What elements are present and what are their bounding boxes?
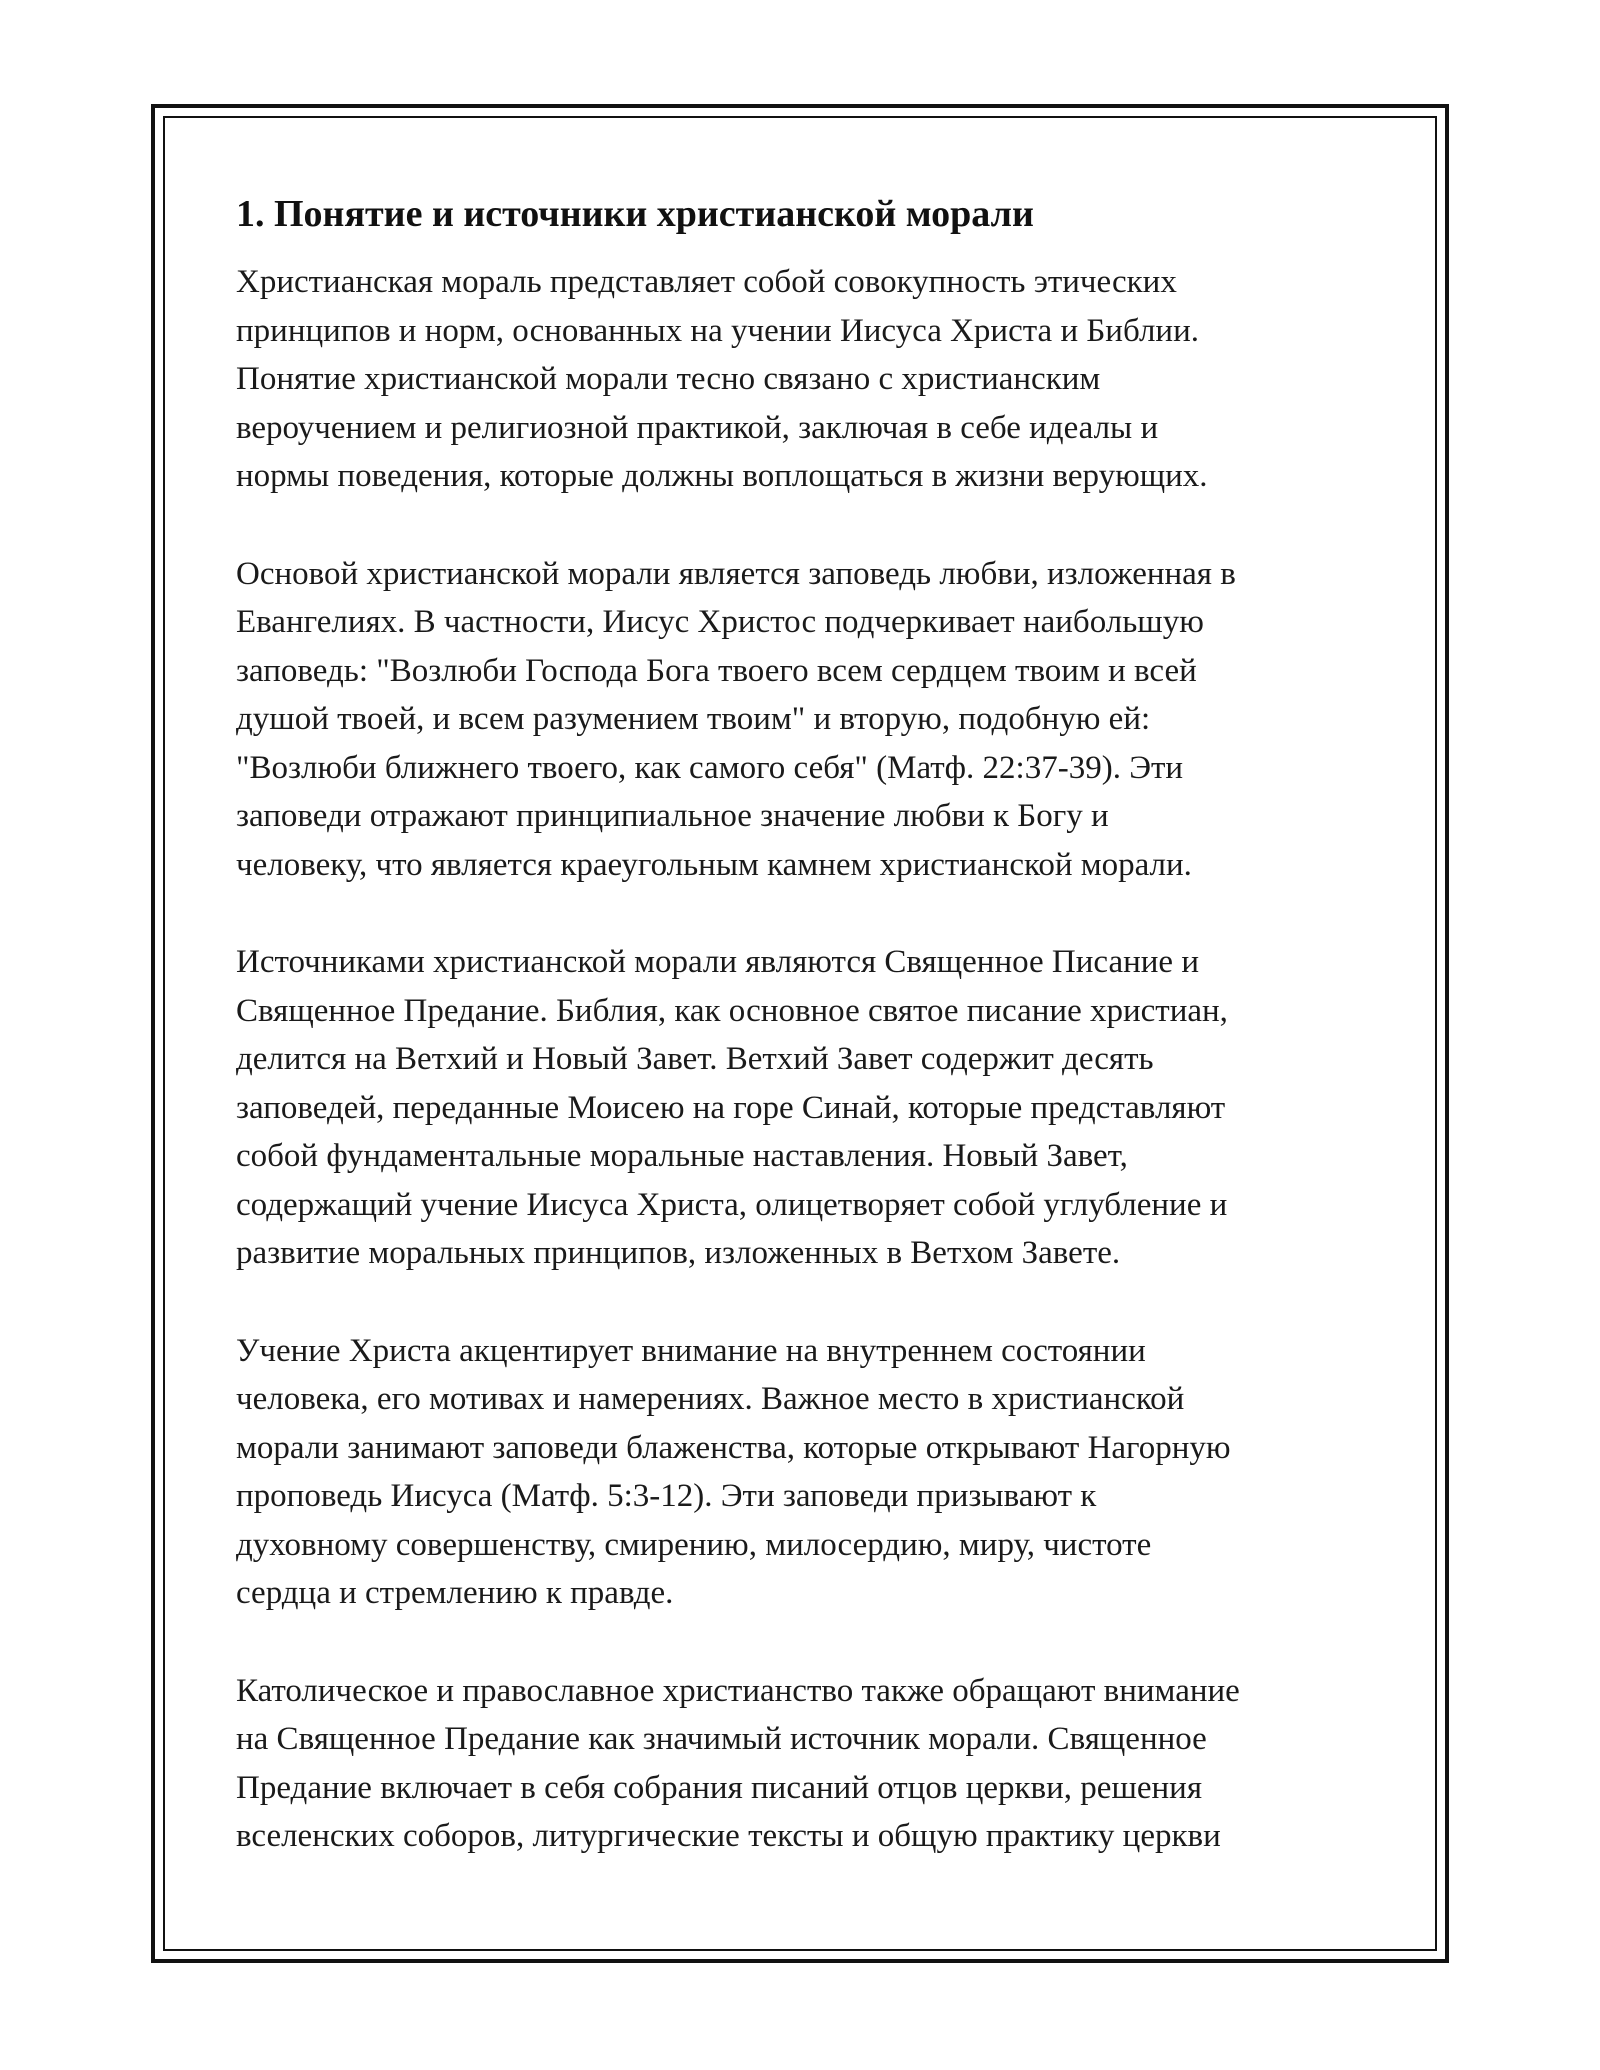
text-line: развитие моральных принципов, изложенных в Ветхом Завете.	[236, 1235, 1121, 1271]
text-line: собой фундаментальные моральные наставления. Новый Завет,	[236, 1138, 1128, 1174]
text-line: Священное Предание. Библия, как основное святое писание христиан,	[236, 992, 1228, 1029]
text-line: духовному совершенству, смирению, милосердию, миру, чистоте	[236, 1526, 1152, 1563]
text-line: морали занимают заповеди блаженства, которые открывают Нагорную	[236, 1429, 1231, 1466]
paragraph-2	[236, 550, 1366, 890]
text-line: "Возлюби ближнего твоего, как самого себя" (Матф. 22:37-39). Эти	[236, 749, 1184, 786]
text-line: нормы поведения, которые должны воплощаться в жизни верующих.	[236, 458, 1208, 494]
section-heading: 1. Понятие и источники христианской морали	[236, 193, 1034, 235]
text-line: сердца и стремлению к правде.	[236, 1575, 674, 1611]
text-line: Основой христианской морали является заповедь любви, изложенная в	[236, 555, 1236, 592]
text-line: Предание включает в себя собрания писаний отцов церкви, решения	[236, 1769, 1203, 1806]
text-line: человеку, что является краеугольным камнем христианской морали.	[236, 846, 1192, 883]
text-line: вероучением и религиозной практикой, заключая в себе идеалы и	[236, 409, 1159, 446]
text-line: вселенских соборов, литургические тексты и общую практику церкви	[236, 1818, 1221, 1854]
paragraph-5	[236, 1667, 1366, 1861]
text-line: принципов и норм, основанных на учении Иисуса Христа и Библии.	[236, 312, 1199, 349]
text-line: душой твоей, и всем разумением твоим" и вторую, подобную ей:	[236, 701, 1151, 737]
text-line: Источниками христианской морали являются Священное Писание и	[236, 944, 1199, 980]
text-line: Католическое и православное христианство также обращают внимание	[236, 1672, 1240, 1709]
document-body	[236, 188, 1366, 1910]
text-line: Учение Христа акцентирует внимание на внутреннем состоянии	[236, 1332, 1146, 1369]
text-line: человека, его мотивах и намерениях. Важное место в христианской	[236, 1381, 1185, 1417]
text-line: содержащий учение Иисуса Христа, олицетворяет собой углубление и	[236, 1186, 1228, 1223]
text-line: заповедь: "Возлюби Господа Бога твоего всем сердцем твоим и всей	[236, 652, 1197, 689]
text-line: проповедь Иисуса (Матф. 5:3-12). Эти заповеди призывают к	[236, 1478, 1097, 1514]
text-line: Евангелиях. В частности, Иисус Христос подчеркивает наибольшую	[236, 604, 1204, 640]
paragraph-3	[236, 938, 1366, 1278]
text-line: делится на Ветхий и Новый Завет. Ветхий Завет содержит десять	[236, 1041, 1154, 1077]
text-line: Понятие христианской морали тесно связано с христианским	[236, 361, 1101, 397]
text-line: заповедей, переданные Моисею на горе Синай, которые представляют	[236, 1089, 1226, 1126]
paragraph-4	[236, 1327, 1366, 1618]
text-line: Христианская мораль представляет собой совокупность этических	[236, 264, 1177, 300]
paragraph-1	[236, 258, 1366, 501]
text-line: на Священное Предание как значимый источник морали. Священное	[236, 1721, 1207, 1757]
text-line: заповеди отражают принципиальное значение любви к Богу и	[236, 798, 1109, 834]
